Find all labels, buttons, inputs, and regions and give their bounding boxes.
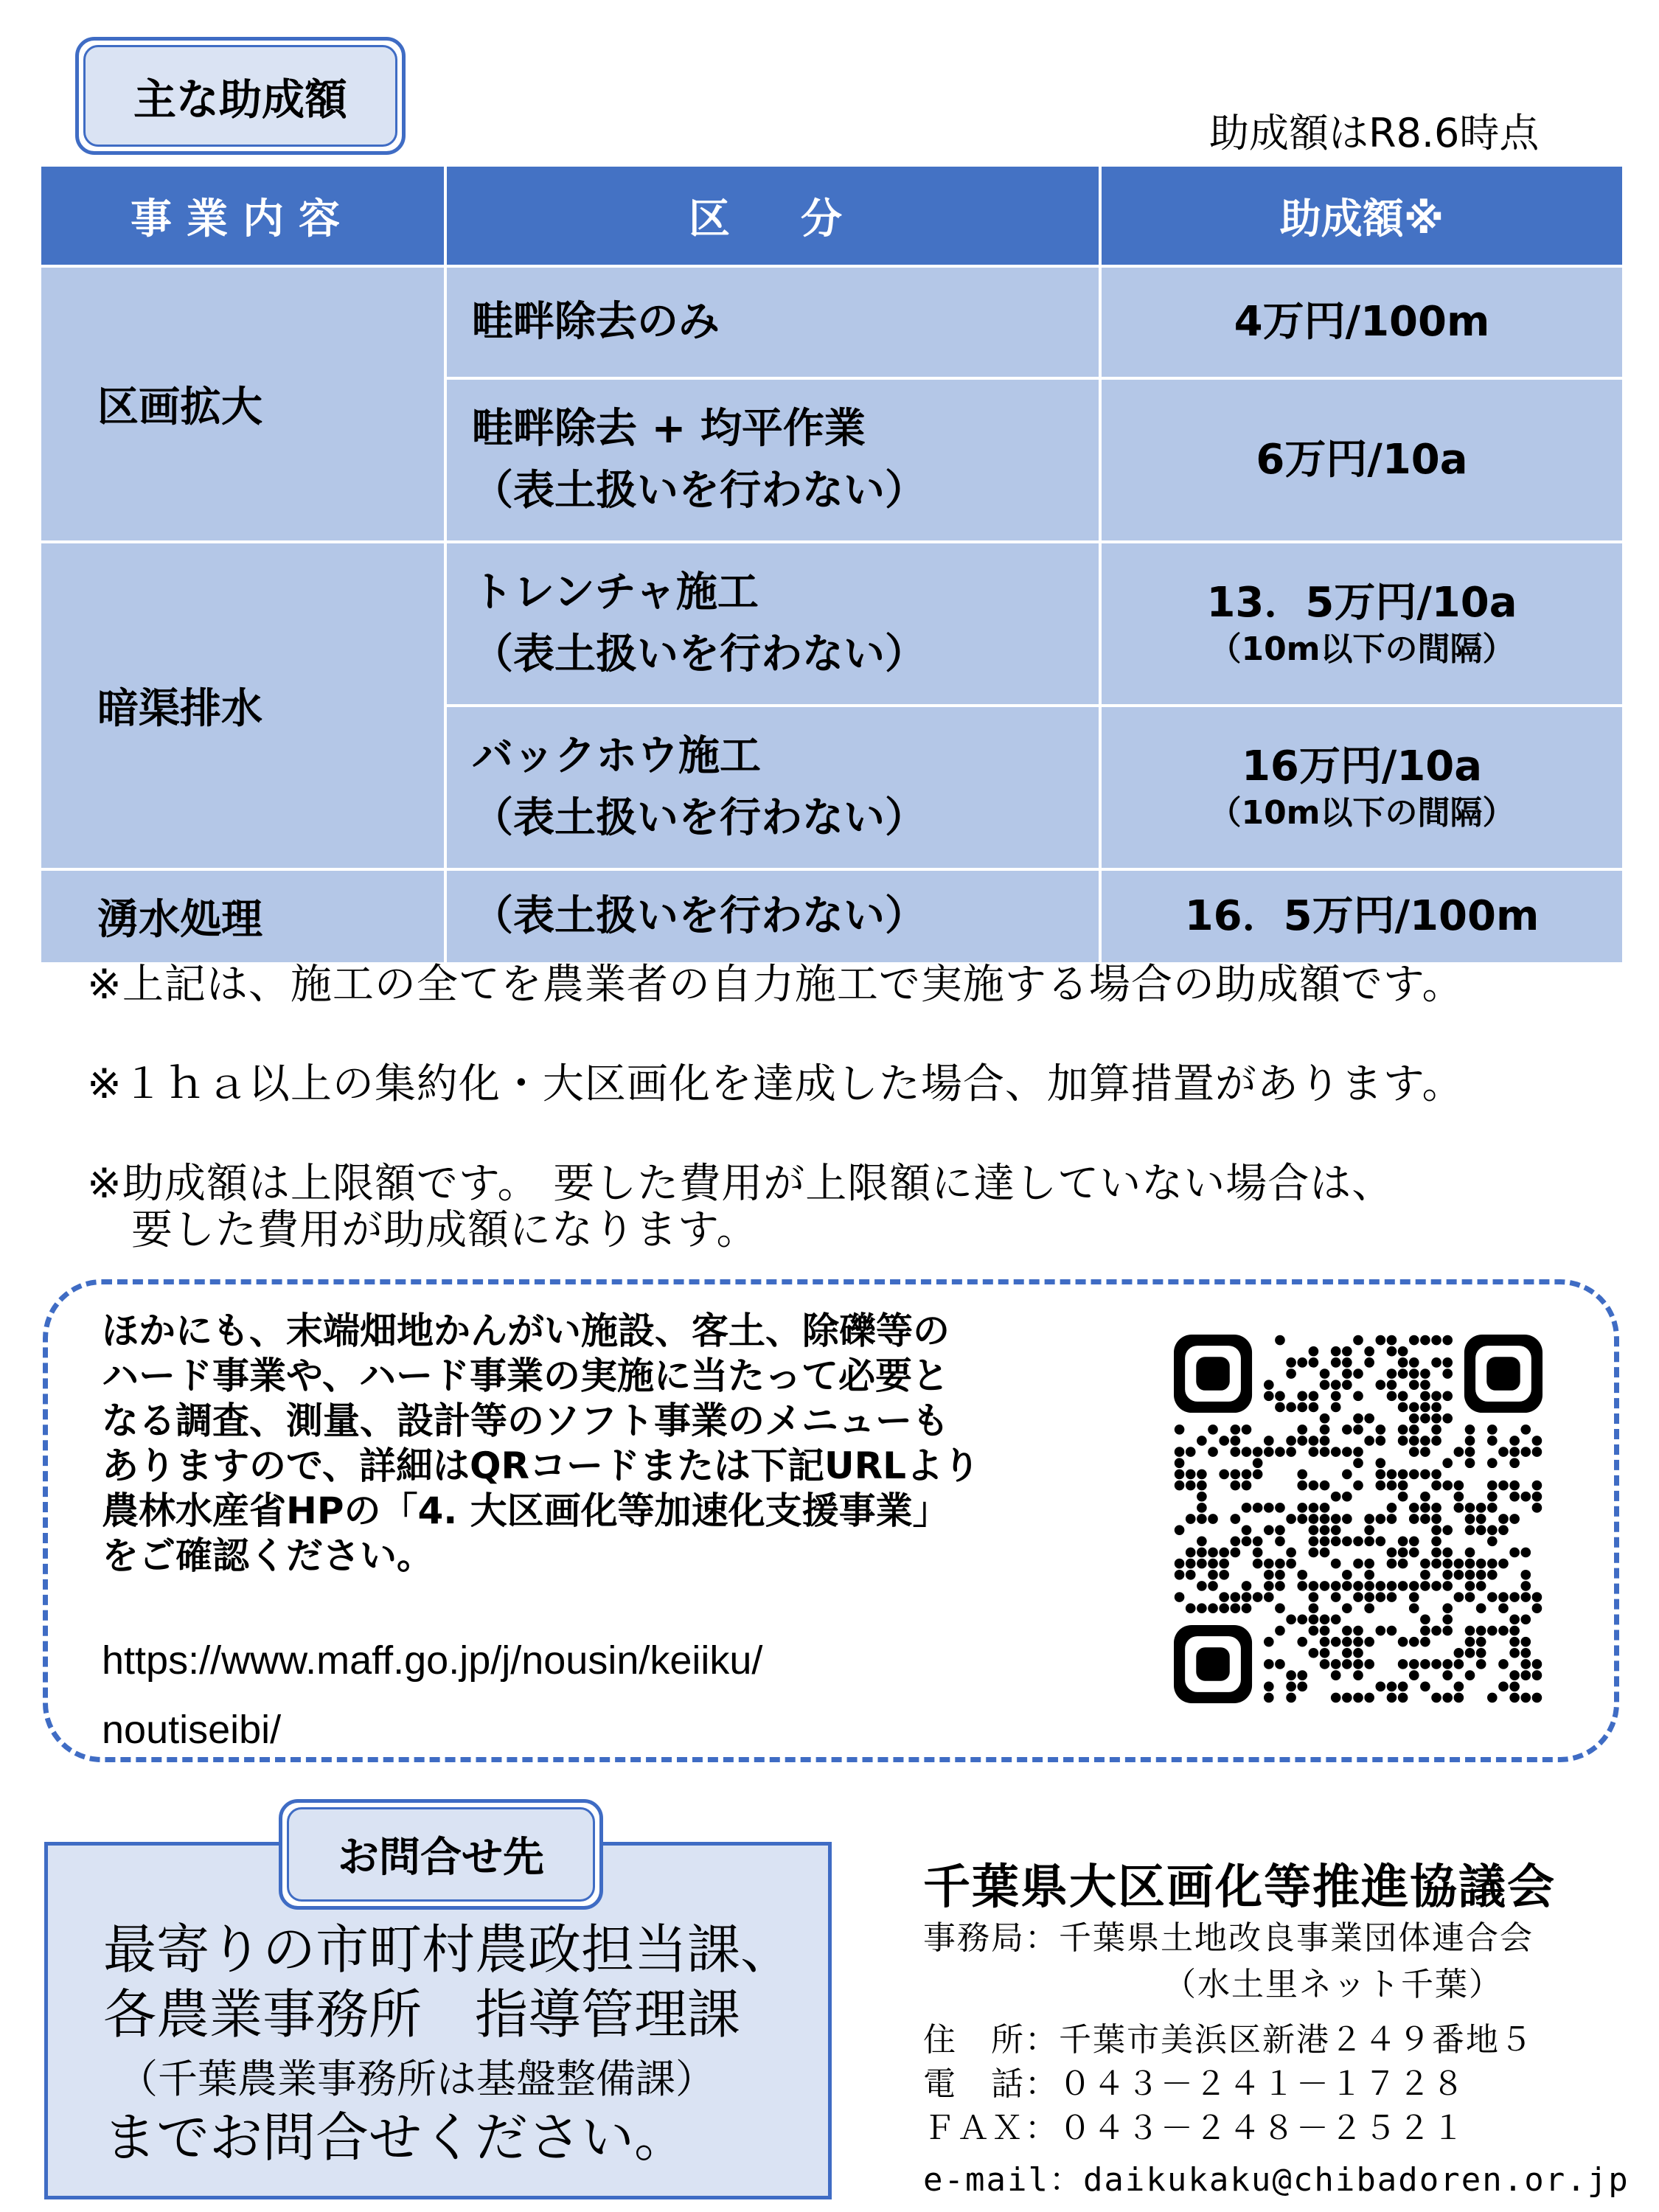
category-kukaku: 区画拡大 — [40, 266, 445, 542]
header-business: 事業内容 — [40, 165, 445, 266]
division-cell — [445, 706, 1100, 869]
info-line: ハード事業や、ハード事業の実施に当たって必要と — [102, 1354, 949, 1397]
org-office: 事務局：千葉県土地改良事業団体連合会 — [923, 1919, 1534, 1957]
amount-cell — [1100, 542, 1624, 706]
info-text — [102, 1309, 1119, 1579]
maff-url[interactable] — [102, 1626, 1119, 1764]
contact-sub: （千葉農業事務所は基盤整備課） — [118, 2056, 715, 2102]
info-line: ありますので、詳細はQRコードまたは下記URLより — [102, 1444, 980, 1487]
category-yusui: 湧水処理 — [40, 869, 445, 964]
note-self-construction: ※上記は、施工の全てを農業者の自力施工で実施する場合の助成額です。 — [87, 961, 1464, 1009]
contact-line: 各農業事務所 指導管理課 — [103, 1983, 741, 2045]
division-line: バックホウ施工 — [472, 732, 761, 780]
header-amount: 助成額※ — [1100, 165, 1624, 266]
header-category: 区 分 — [445, 165, 1100, 266]
amount-cell: 16．5万円/100m — [1100, 869, 1624, 964]
note-bonus: ※１ｈａ以上の集約化・大区画化を達成した場合、加算措置があります。 — [87, 1060, 1464, 1108]
amount-cell — [1100, 706, 1624, 869]
url-line[interactable]: https://www.maff.go.jp/j/nousin/keiiku/ — [102, 1638, 763, 1683]
contact-line: 最寄りの市町村農政担当課、 — [103, 1919, 794, 1980]
contact-heading — [279, 1799, 603, 1910]
info-line: ほかにも、末端畑地かんがい施設、客土、除礫等の — [102, 1310, 950, 1352]
division-cell: （表土扱いを行わない） — [445, 869, 1100, 964]
amount-cell: 6万円/10a — [1100, 378, 1624, 542]
org-tel: 電 話：０４３－２４１－１７２８ — [923, 2065, 1466, 2103]
org-address: 住 所：千葉市美浜区新港２４９番地５ — [923, 2021, 1534, 2059]
org-office-sub: （水土里ネット千葉） — [1164, 1966, 1503, 2003]
division-line: （表土扱いを行わない） — [472, 630, 926, 678]
amount-condition: （10m以下の間隔） — [1208, 794, 1515, 832]
org-email[interactable]: e-mail：daikukaku@chibadoren.or.jp — [923, 2161, 1630, 2199]
org-name: 千葉県大区画化等推進協議会 — [923, 1860, 1556, 1915]
division-cell: 畦畔除去のみ — [445, 266, 1100, 378]
division-line: 畦畔除去 + 均平作業 — [472, 405, 866, 453]
amount-cell: 4万円/100m — [1100, 266, 1624, 378]
grant-table — [38, 164, 1625, 965]
note-upper-limit: ※助成額は上限額です。 要した費用が上限額に達していない場合は、 — [87, 1160, 1394, 1208]
contact-line: までお問合せください。 — [103, 2107, 688, 2168]
info-line: 農林水産省HPの「4. 大区画化等加速化支援事業」 — [102, 1489, 950, 1532]
division-line: （表土扱いを行わない） — [472, 467, 926, 515]
division-line: （表土扱いを行わない） — [472, 794, 926, 842]
division-cell — [445, 378, 1100, 542]
table-row — [40, 869, 1624, 964]
division-line: トレンチャ施工 — [472, 568, 759, 616]
category-ankyo: 暗渠排水 — [40, 542, 445, 869]
table-row — [40, 542, 1624, 706]
amount-condition: （10m以下の間隔） — [1208, 630, 1515, 668]
division-cell — [445, 542, 1100, 706]
amount-value: 16万円/10a — [1241, 742, 1483, 790]
info-line: をご確認ください。 — [102, 1534, 434, 1577]
section-heading — [75, 37, 406, 155]
org-fax: ＦＡＸ：０４３－２４８－２５２１ — [923, 2110, 1466, 2147]
table-row — [40, 266, 1624, 378]
url-line[interactable]: noutiseibi/ — [102, 1708, 282, 1752]
contact-heading-label: お問合せ先 — [287, 1807, 595, 1902]
as-of-note: 助成額はR8.6時点 — [1209, 110, 1540, 156]
qr-code-icon[interactable] — [1174, 1335, 1543, 1703]
amount-value: 13．5万円/10a — [1206, 579, 1517, 627]
note-upper-limit-cont: 要した費用が助成額になります。 — [131, 1206, 759, 1254]
info-line: なる調査、測量、設計等のソフト事業のメニューも — [102, 1399, 949, 1442]
section-heading-label: 主な助成額 — [83, 45, 397, 147]
